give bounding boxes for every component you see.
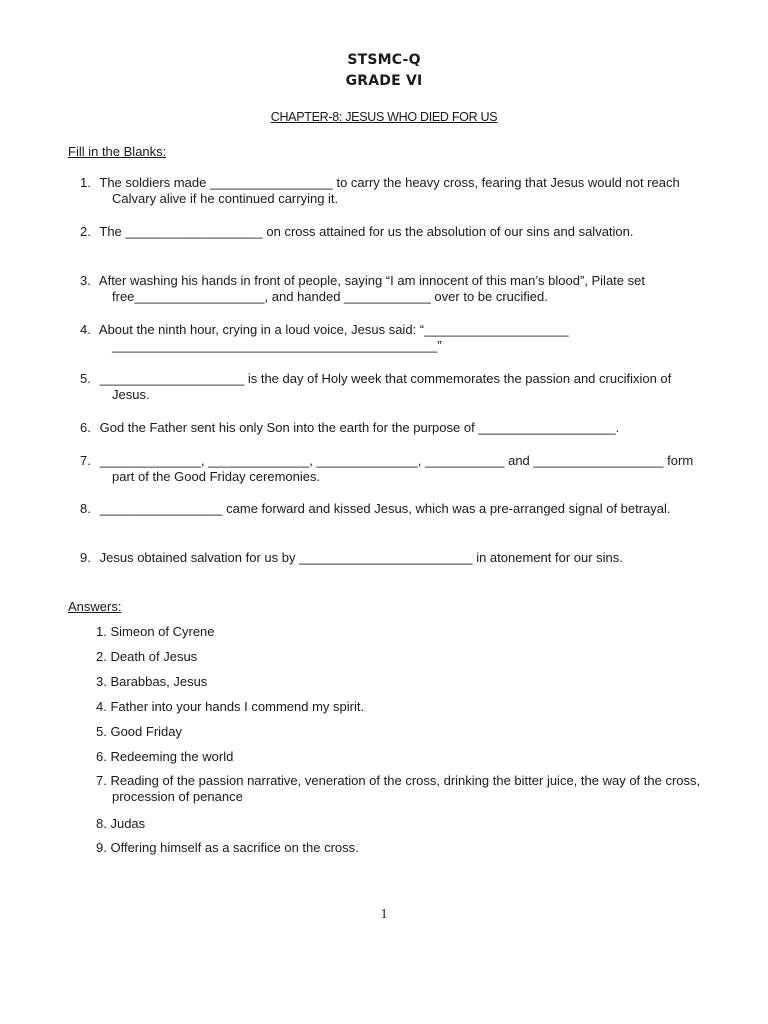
answer-item [90,749,710,765]
question-text: The soldiers made _________________ to carry the heavy cross, fearing that Jesus would not reach Calvary alive if he continued carrying it. [99,175,680,206]
answer-number: 4. [96,699,107,714]
answer-item [90,674,710,690]
answer-item [90,699,710,715]
answer-text: Reading of the passion narrative, veneration of the cross, drinking the bitter juice, the way of the cross, procession of penance [110,773,701,804]
answer-item [90,840,710,856]
question-item: 7. ______________, ______________, ______________, ___________ and __________________ form part of the Good Friday ceremonies. [80,453,694,484]
question-text: Jesus obtained salvation for us by ________________________ in atonement for our sins. [99,550,623,565]
answer-number: 1. [96,624,107,639]
answer-item [90,773,710,805]
question-text: _________________ came forward and kissed Jesus, which was a pre-arranged signal of betrayal. [99,501,671,516]
answer-number: 2. [96,649,107,664]
answer-item [90,816,710,832]
question-item: 3. After washing his hands in front of people, saying “I am innocent of this man’s blood”, Pilate set free__________________, and handed ____________ over to be crucified. [80,273,645,304]
question-text: After washing his hands in front of people, saying “I am innocent of this man’s blood”, Pilate set free__________________, and handed ____________ over to be crucified. [98,273,645,304]
answer-text: Good Friday [110,724,183,739]
answer-text: Father into your hands I commend my spirit. [110,699,365,714]
answer-text: Offering himself as a sacrifice on the cross. [110,840,359,855]
question-item: 8. _________________ came forward and kissed Jesus, which was a pre-arranged signal of betrayal. [80,501,671,516]
question-item: 1. The soldiers made _________________ to carry the heavy cross, fearing that Jesus would not reach Calvary alive if he continued carrying it. [80,175,680,206]
school-header: STSMC-Q [347,52,421,68]
fill-in-blanks-heading: Fill in the Blanks: [68,144,167,159]
question-item: 2. The ___________________ on cross attained for us the absolution of our sins and salvation. [80,224,634,239]
question-item: 4. About the ninth hour, crying in a loud voice, Jesus said: “____________________ _____________________________________________” [80,322,569,353]
answer-text: Death of Jesus [110,649,198,664]
question-item: 5. ____________________ is the day of Holy week that commemorates the passion and crucifixion of Jesus. [80,371,672,402]
answer-number: 9. [96,840,107,855]
question-item: 6. God the Father sent his only Son into the earth for the purpose of ___________________. [80,420,620,435]
answer-number: 5. [96,724,107,739]
answer-text: Barabbas, Jesus [110,674,208,689]
answer-item [90,624,710,640]
answer-text: Redeeming the world [110,749,234,764]
question-text: ____________________ is the day of Holy week that commemorates the passion and crucifixion of Jesus. [99,371,672,402]
answer-item [90,649,710,665]
question-item: 9. Jesus obtained salvation for us by ________________________ in atonement for our sins. [80,550,623,565]
question-text: About the ninth hour, crying in a loud voice, Jesus said: “____________________ _____________________________________________” [98,322,569,353]
chapter-title: CHAPTER-8: JESUS WHO DIED FOR US [270,110,498,124]
answer-number: 3. [96,674,107,689]
question-text: The ___________________ on cross attained for us the absolution of our sins and salvation. [99,224,634,239]
grade-header: GRADE VI [345,73,423,89]
answer-text: Judas [110,816,146,831]
page-number: 1 [380,907,388,922]
answer-number: 8. [96,816,107,831]
answers-heading: Answers: [68,599,122,614]
question-text: God the Father sent his only Son into the earth for the purpose of ___________________. [99,420,620,435]
answer-item [90,724,710,740]
answer-number: 7. [96,773,107,788]
question-text: ______________, ______________, ______________, ___________ and __________________ form part of the Good Friday ceremonies. [99,453,694,484]
answer-number: 6. [96,749,107,764]
answer-text: Simeon of Cyrene [110,624,215,639]
